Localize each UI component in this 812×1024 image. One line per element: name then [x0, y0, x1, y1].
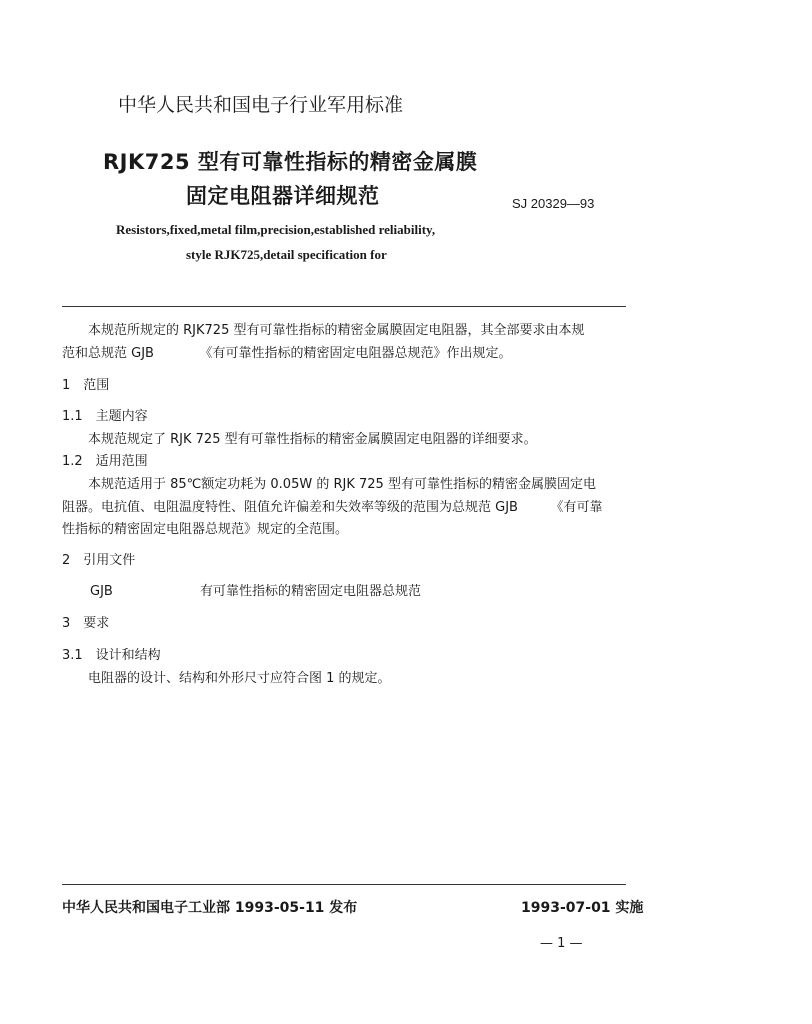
reference-code: GJB	[90, 584, 113, 599]
effective-date: 1993-07-01 实施	[521, 900, 644, 916]
page-number: — 1 —	[540, 936, 583, 951]
section-1-2-line3: 性指标的精密固定电阻器总规范》规定的全范围。	[62, 522, 349, 537]
section-1-2-heading: 1.2 适用范围	[62, 454, 148, 469]
section-3-1-text: 电阻器的设计、结构和外形尺寸应符合图 1 的规定。	[88, 671, 391, 686]
standard-code: SJ 20329—93	[512, 196, 595, 211]
intro-line1: 本规范所规定的 RJK725 型有可靠性指标的精密金属膜固定电阻器，其全部要求由本规	[88, 323, 585, 338]
section-1-2-line2: 阻器。电抗值、电阻温度特性、阻值允许偏差和失效率等级的范围为总规范 GJB 《有可靠	[62, 500, 603, 515]
section-3-1-heading: 3.1 设计和结构	[62, 648, 161, 663]
standard-name: 中华人民共和国电子行业军用标准	[118, 94, 404, 116]
section-2-heading: 2 引用文件	[62, 553, 136, 568]
reference-title: 有可靠性指标的精密固定电阻器总规范	[200, 584, 422, 599]
document-title-line2: 固定电阻器详细规范	[186, 184, 380, 208]
section-1-heading: 1 范围	[62, 378, 110, 393]
bottom-rule	[62, 884, 626, 885]
english-title-line2: style RJK725,detail specification for	[186, 247, 387, 262]
document-title-line1: RJK725 型有可靠性指标的精密金属膜	[103, 150, 478, 174]
section-1-1-text: 本规范规定了 RJK 725 型有可靠性指标的精密金属膜固定电阻器的详细要求。	[88, 432, 537, 447]
intro-line2: 范和总规范 GJB 《有可靠性指标的精密固定电阻器总规范》作出规定。	[62, 346, 512, 361]
section-1-2-line1: 本规范适用于 85℃额定功耗为 0.05W 的 RJK 725 型有可靠性指标的精密金属膜固定电	[88, 477, 596, 492]
issuer-line: 中华人民共和国电子工业部 1993-05-11 发布	[62, 900, 358, 916]
top-rule	[62, 306, 626, 307]
section-3-heading: 3 要求	[62, 616, 110, 631]
section-1-1-heading: 1.1 主题内容	[62, 409, 148, 424]
english-title-line1: Resistors,fixed,metal film,precision,established reliability,	[116, 222, 436, 237]
